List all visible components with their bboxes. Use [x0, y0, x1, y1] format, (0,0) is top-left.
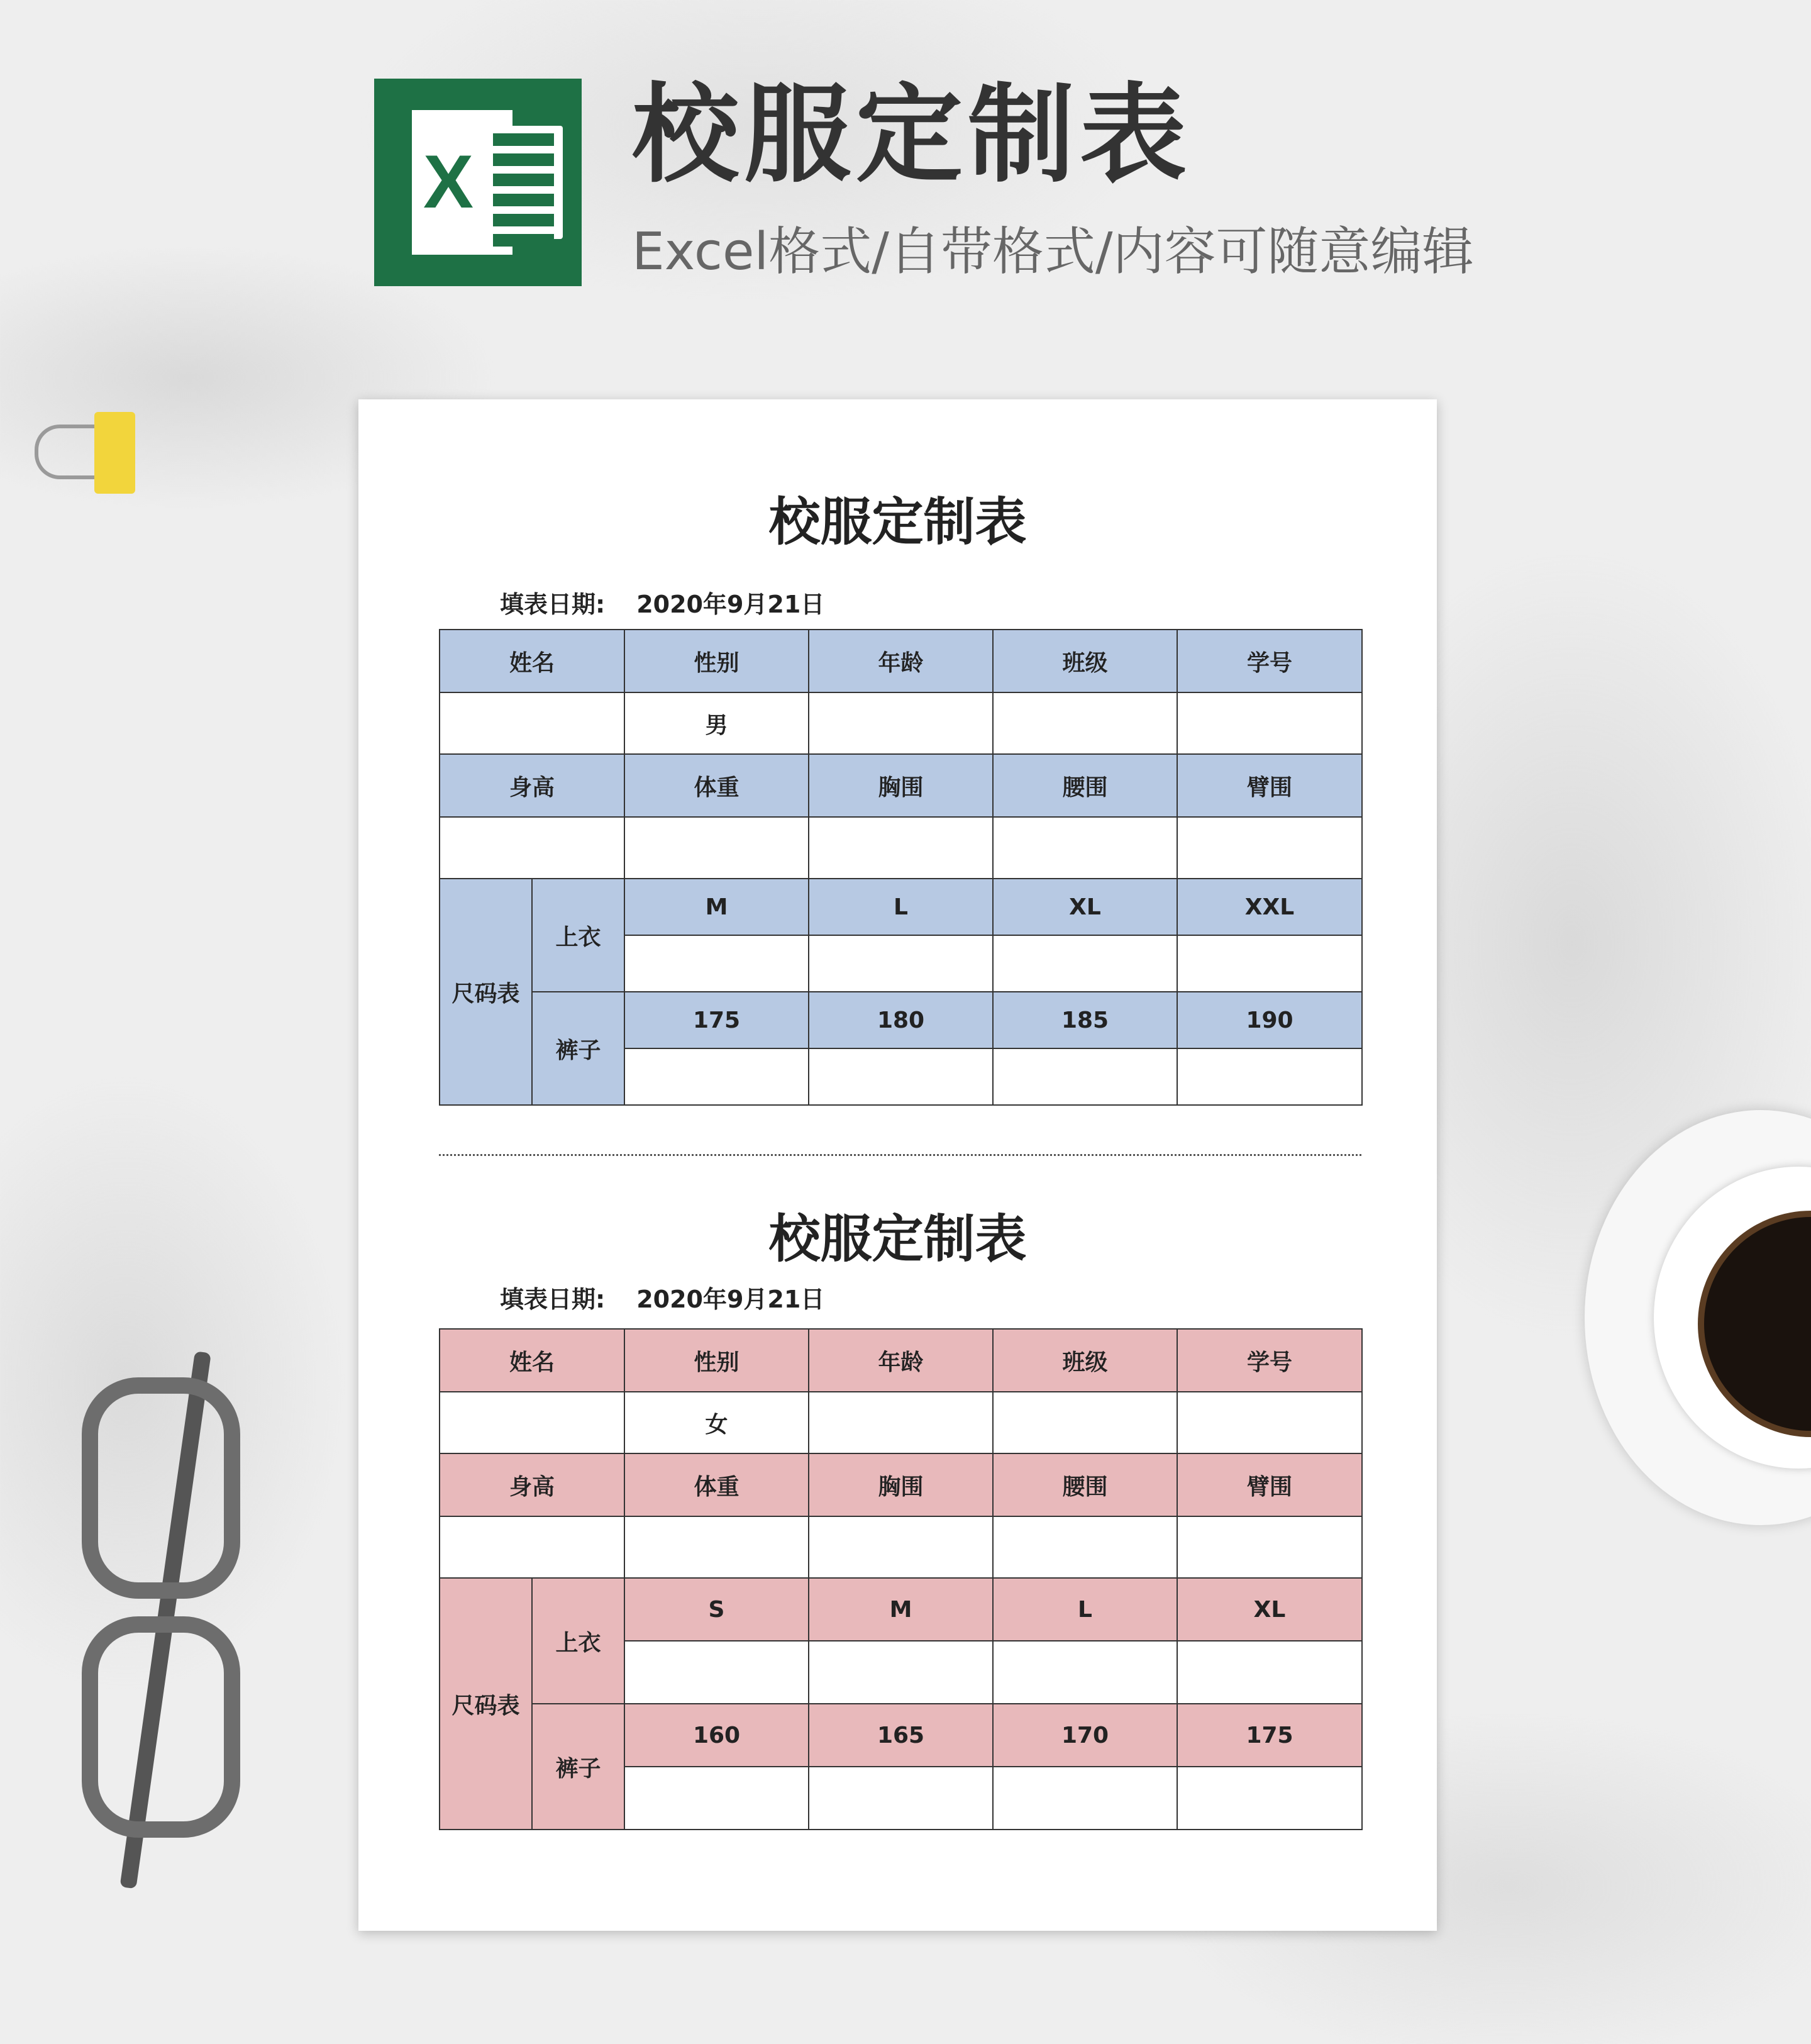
eyeglasses-icon — [69, 1352, 233, 1906]
top-size: XL — [993, 879, 1177, 935]
header-student-id: 学号 — [1177, 630, 1362, 692]
cell-student-id[interactable] — [1177, 1392, 1362, 1453]
cell-weight[interactable] — [624, 1516, 809, 1578]
pants-size: 190 — [1177, 992, 1362, 1048]
fill-date-value: 2020年9月21日 — [636, 591, 825, 618]
cell-waist[interactable] — [993, 817, 1177, 879]
header-name: 姓名 — [440, 1329, 624, 1392]
top-label: 上衣 — [532, 1578, 624, 1704]
page-title: 校服定制表 — [632, 73, 1192, 197]
fill-date — [500, 585, 856, 619]
header-chest: 胸围 — [809, 754, 993, 817]
cell-waist[interactable] — [993, 1516, 1177, 1578]
fill-date-label: 填表日期: — [500, 1286, 606, 1313]
header-arm: 臂围 — [1177, 754, 1362, 817]
size-chart-label: 尺码表 — [440, 879, 532, 1105]
top-qty-cell[interactable] — [1177, 1641, 1362, 1704]
page-subtitle: Excel格式/自带格式/内容可随意编辑 — [632, 222, 1474, 282]
top-size: L — [809, 879, 993, 935]
size-chart-label: 尺码表 — [440, 1578, 532, 1830]
top-size: XXL — [1177, 879, 1362, 935]
top-qty-cell[interactable] — [624, 935, 809, 992]
binder-clip-icon — [35, 412, 138, 494]
pants-size: 185 — [993, 992, 1177, 1048]
cell-age[interactable] — [809, 1392, 993, 1453]
fill-date-label: 填表日期: — [500, 591, 606, 618]
top-size: M — [809, 1578, 993, 1641]
cell-name[interactable] — [440, 692, 624, 754]
top-size: M — [624, 879, 809, 935]
header-weight: 体重 — [624, 1453, 809, 1516]
header-height: 身高 — [440, 754, 624, 817]
cell-student-id[interactable] — [1177, 692, 1362, 754]
cell-class[interactable] — [993, 1392, 1177, 1453]
header-class: 班级 — [993, 1329, 1177, 1392]
excel-logo-letter: X — [423, 140, 474, 224]
document-paper — [358, 399, 1437, 1931]
pants-qty-cell[interactable] — [624, 1767, 809, 1830]
cell-arm[interactable] — [1177, 817, 1362, 879]
header-name: 姓名 — [440, 630, 624, 692]
top-label: 上衣 — [532, 879, 624, 992]
uniform-form-table — [439, 1328, 1363, 1830]
header-weight: 体重 — [624, 754, 809, 817]
top-qty-cell[interactable] — [1177, 935, 1362, 992]
top-qty-cell[interactable] — [624, 1641, 809, 1704]
form-title: 校服定制表 — [768, 1209, 1027, 1269]
top-qty-cell[interactable] — [993, 1641, 1177, 1704]
coffee-cup-icon — [1585, 1110, 1811, 1525]
header-waist: 腰围 — [993, 1453, 1177, 1516]
cell-chest[interactable] — [809, 1516, 993, 1578]
cell-gender[interactable]: 女 — [624, 1392, 809, 1453]
header-age: 年龄 — [809, 630, 993, 692]
header-class: 班级 — [993, 630, 1177, 692]
cell-name[interactable] — [440, 1392, 624, 1453]
pants-label: 裤子 — [532, 992, 624, 1105]
pants-label: 裤子 — [532, 1704, 624, 1830]
cell-gender[interactable]: 男 — [624, 692, 809, 754]
header-waist: 腰围 — [993, 754, 1177, 817]
pants-qty-cell[interactable] — [809, 1048, 993, 1105]
header-gender: 性别 — [624, 630, 809, 692]
pants-qty-cell[interactable] — [624, 1048, 809, 1105]
pants-qty-cell[interactable] — [993, 1767, 1177, 1830]
pants-qty-cell[interactable] — [1177, 1767, 1362, 1830]
pants-qty-cell[interactable] — [1177, 1048, 1362, 1105]
header-height: 身高 — [440, 1453, 624, 1516]
pants-size: 165 — [809, 1704, 993, 1767]
top-qty-cell[interactable] — [809, 935, 993, 992]
top-size: XL — [1177, 1578, 1362, 1641]
pants-size: 175 — [1177, 1704, 1362, 1767]
fill-date-value: 2020年9月21日 — [636, 1286, 825, 1313]
pants-size: 175 — [624, 992, 809, 1048]
excel-logo-icon — [374, 79, 582, 286]
top-qty-cell[interactable] — [993, 935, 1177, 992]
header-student-id: 学号 — [1177, 1329, 1362, 1392]
fill-date — [500, 1280, 856, 1314]
top-size: L — [993, 1578, 1177, 1641]
cell-height[interactable] — [440, 817, 624, 879]
header-gender: 性别 — [624, 1329, 809, 1392]
pants-size: 160 — [624, 1704, 809, 1767]
pants-qty-cell[interactable] — [993, 1048, 1177, 1105]
top-qty-cell[interactable] — [809, 1641, 993, 1704]
form-title: 校服定制表 — [768, 492, 1027, 552]
cell-age[interactable] — [809, 692, 993, 754]
pants-qty-cell[interactable] — [809, 1767, 993, 1830]
header-age: 年龄 — [809, 1329, 993, 1392]
pants-size: 170 — [993, 1704, 1177, 1767]
header-arm: 臂围 — [1177, 1453, 1362, 1516]
header-chest: 胸围 — [809, 1453, 993, 1516]
cell-chest[interactable] — [809, 817, 993, 879]
cell-class[interactable] — [993, 692, 1177, 754]
cell-height[interactable] — [440, 1516, 624, 1578]
pants-size: 180 — [809, 992, 993, 1048]
cell-weight[interactable] — [624, 817, 809, 879]
uniform-form-table — [439, 629, 1363, 1106]
cell-arm[interactable] — [1177, 1516, 1362, 1578]
dotted-divider — [439, 1154, 1361, 1156]
top-size: S — [624, 1578, 809, 1641]
